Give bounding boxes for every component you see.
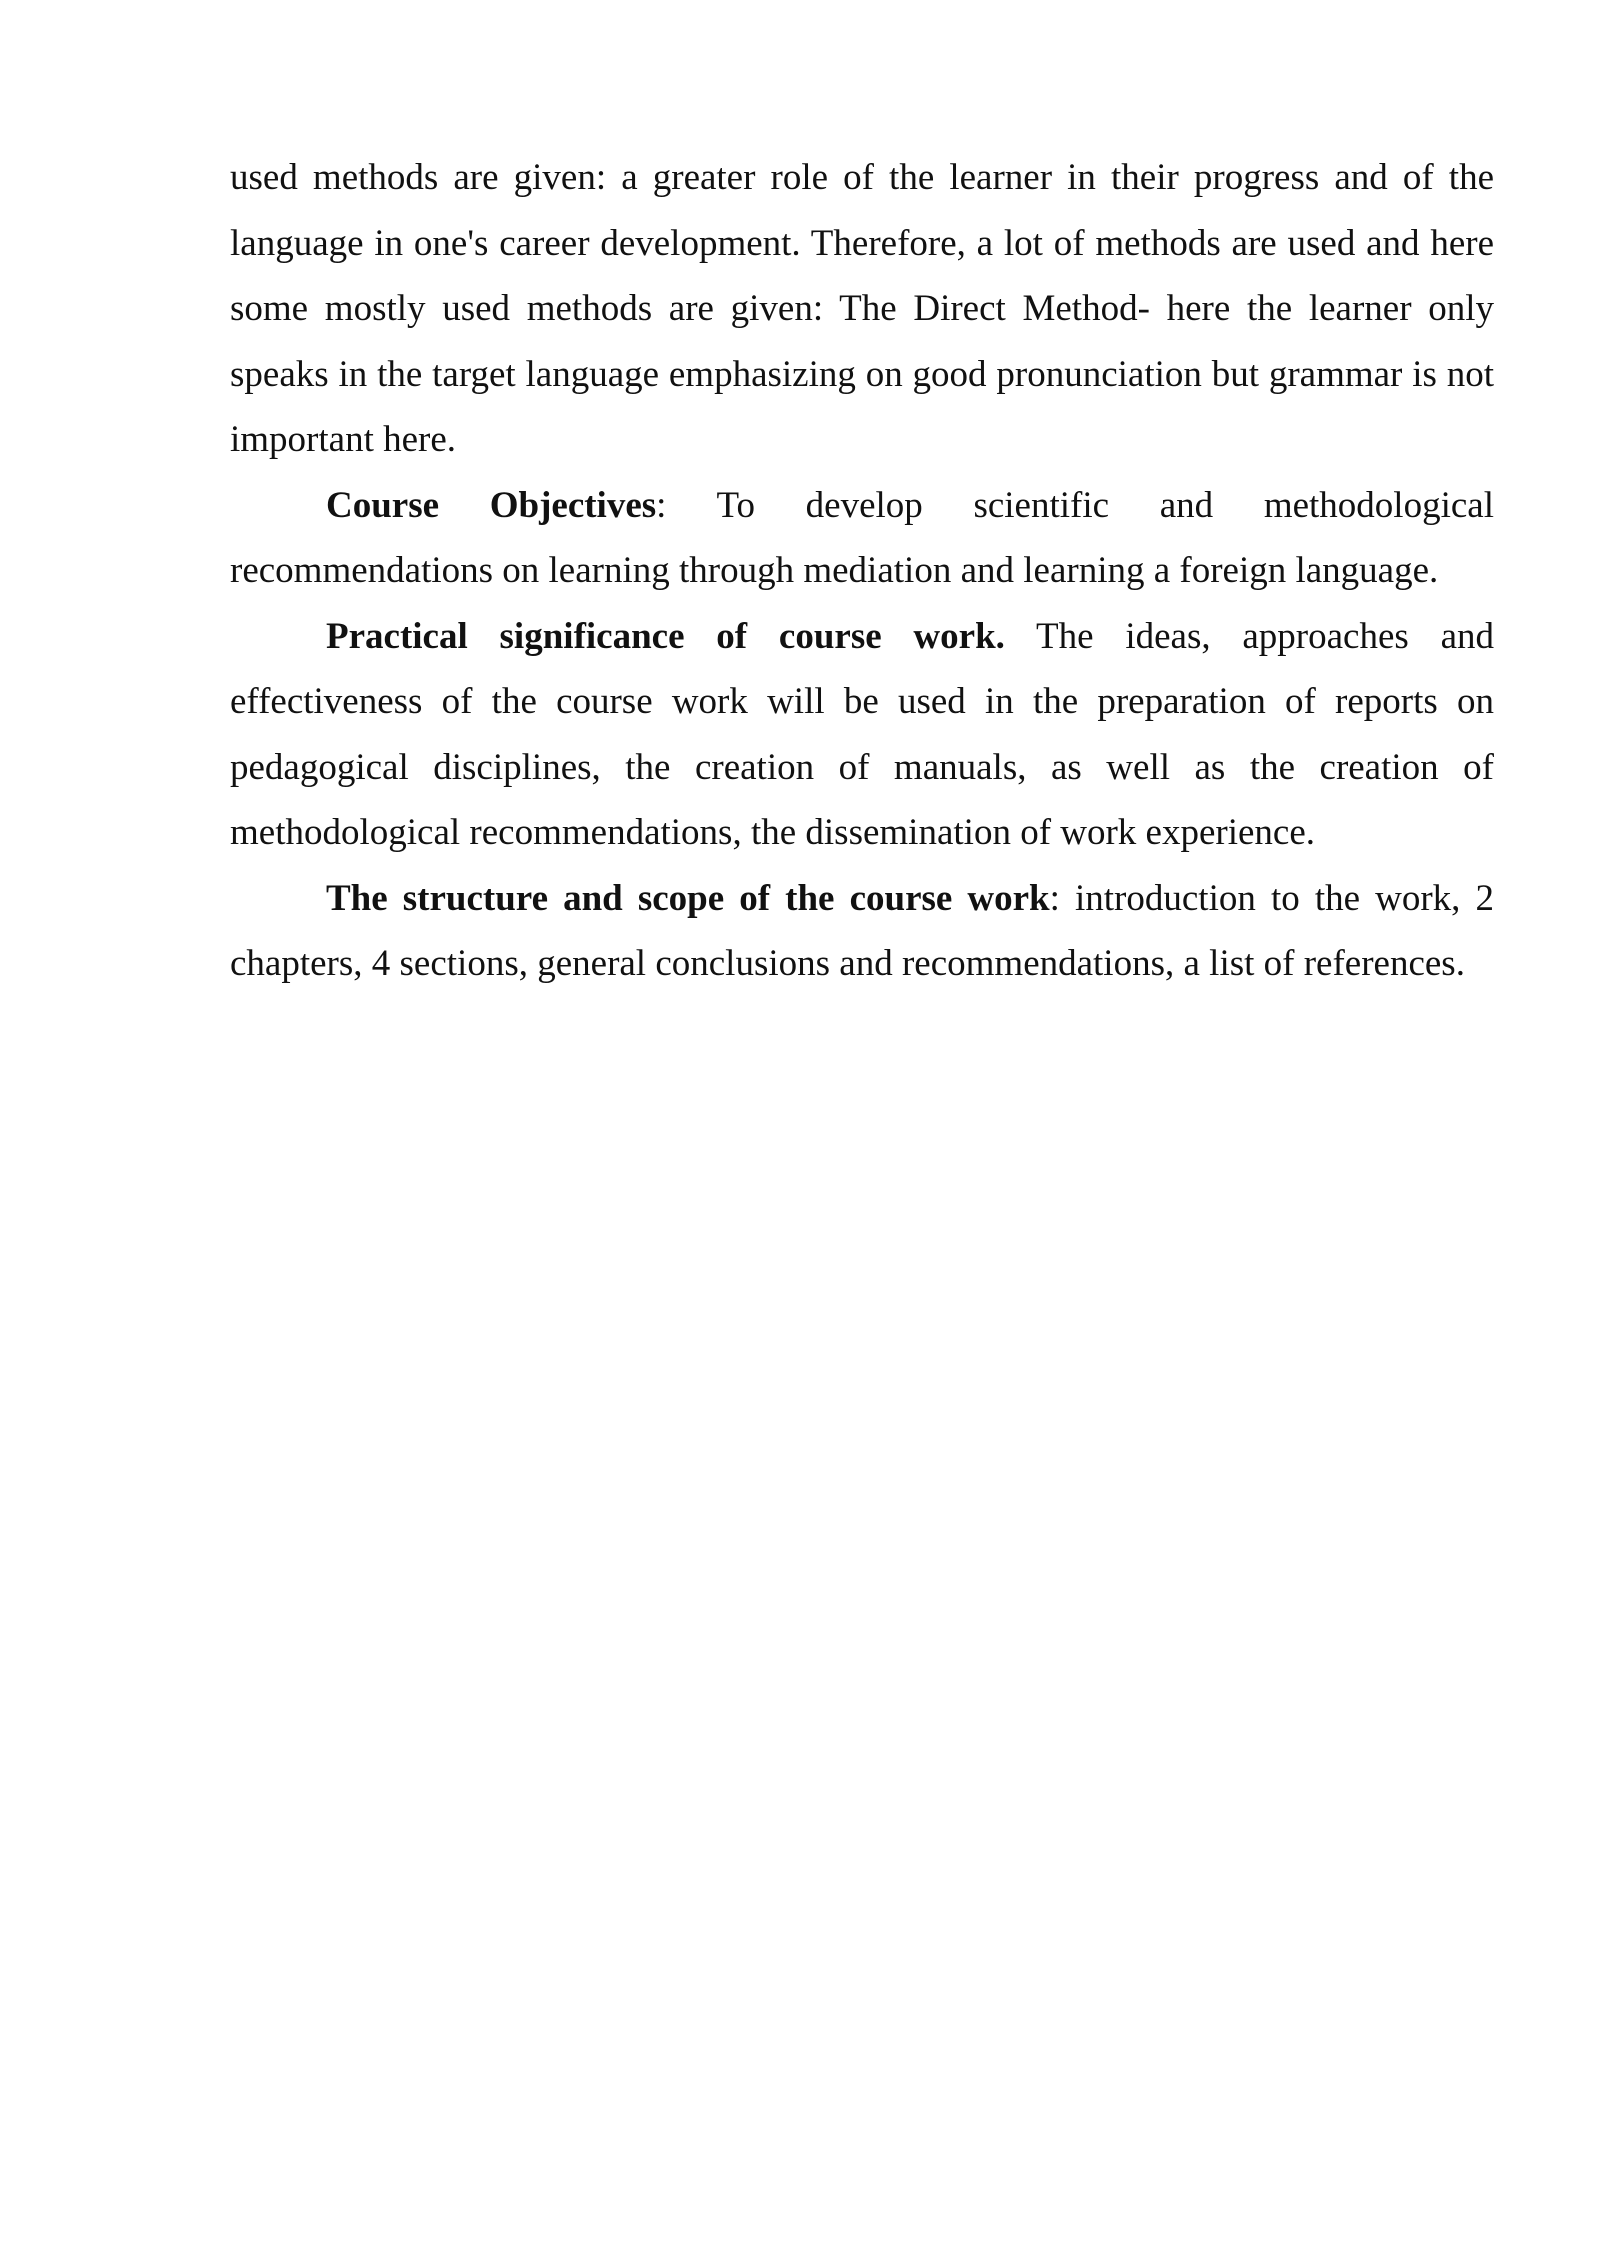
paragraph-practical-significance [230,604,1494,866]
heading-practical-significance: Practical significance of course work. [326,615,1005,657]
paragraph-text: used methods are given: a greater role of the learner in their progress and of the language in one's career development. Therefore, a lot of methods are used and here some mostly used methods are given: The Direct Method- here the learner only speaks in the target language emphasizing on good pronunciation but grammar is not important here. [230,157,1494,460]
paragraph-structure-scope [230,866,1494,997]
paragraph-course-objectives [230,473,1494,604]
paragraph-text: To develop scientific and methodological recommendations on learning through mediation and learning a foreign language. [230,484,1494,591]
heading-suffix: : [1049,877,1060,919]
paragraph-text: introduction to the work, 2 chapters, 4 sections, general conclusions and recommendations, a list of references. [230,877,1494,984]
paragraph-text: The ideas, approaches and effectiveness of the course work will be used in the preparation of reports on pedagogical disciplines, the creation of manuals, as well as the creation of methodological recommendations, the dissemination of work experience. [230,615,1494,853]
heading-course-objectives: Course Objectives [326,484,657,526]
paragraph-methods [230,145,1494,473]
body-text [230,145,1494,997]
heading-structure-scope: The structure and scope of the course work [326,877,1050,919]
heading-suffix: : [656,484,667,526]
